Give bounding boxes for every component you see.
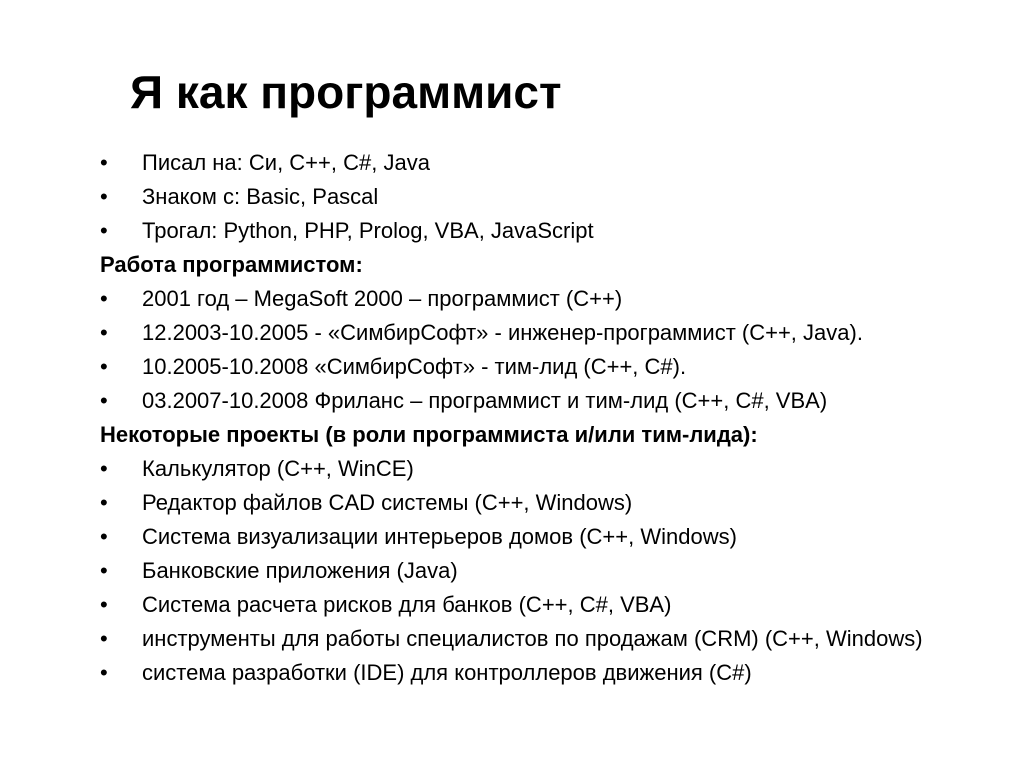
bullet-icon: • (100, 490, 108, 515)
project-text: Система визуализации интерьеров домов (C++, Windows) (142, 524, 737, 549)
skill-item-2 (100, 180, 1000, 214)
project-item-3 (100, 520, 1000, 554)
skill-text: Трогал: Python, PHP, Prolog, VBA, JavaScript (142, 218, 594, 243)
bullet-icon: • (100, 626, 108, 651)
bullet-icon: • (100, 456, 108, 481)
work-text: 10.2005-10.2008 «СимбирСофт» - тим-лид (C++, C#). (142, 354, 687, 379)
work-item-3 (100, 350, 1000, 384)
work-item-1 (100, 282, 1000, 316)
bullet-icon: • (100, 184, 108, 209)
work-heading: Работа программистом: (100, 252, 363, 277)
work-text: 03.2007-10.2008 Фриланс – программист и тим-лид (C++, C#, VBA) (142, 388, 828, 413)
skill-item-1 (100, 146, 1000, 180)
project-item-6 (100, 622, 962, 656)
work-item-4 (100, 384, 1000, 418)
bullet-icon: • (100, 218, 108, 243)
bullet-icon: • (100, 524, 108, 549)
skill-text: Писал на: Си, C++, C#, Java (142, 150, 430, 175)
project-item-7 (100, 656, 1000, 690)
project-text: Калькулятор (C++, WinCE) (142, 456, 414, 481)
project-item-2 (100, 486, 1000, 520)
project-text: Система расчета рисков для банков (C++, C#, VBA) (142, 592, 672, 617)
project-text: Редактор файлов CAD системы (C++, Windows) (142, 490, 633, 515)
slide-title: Я как программист (130, 66, 562, 118)
bullet-icon: • (100, 592, 108, 617)
project-item-4 (100, 554, 1000, 588)
bullet-icon: • (100, 150, 108, 175)
work-text: 12.2003-10.2005 - «СимбирСофт» - инженер-программист (C++, Java). (142, 320, 863, 345)
bullet-icon: • (100, 660, 108, 685)
projects-heading: Некоторые проекты (в роли программиста и/или тим-лида): (100, 422, 758, 447)
skill-item-3 (100, 214, 1000, 248)
project-text: система разработки (IDE) для контроллеров движения (C#) (142, 660, 752, 685)
skill-text: Знаком с: Basic, Pascal (142, 184, 379, 209)
work-item-2 (100, 316, 1000, 350)
project-item-5 (100, 588, 1000, 622)
bullet-icon: • (100, 320, 108, 345)
project-text: инструменты для работы специалистов по продажам (CRM) (C++, Windows) (142, 626, 923, 651)
project-item-1 (100, 452, 1000, 486)
bullet-icon: • (100, 354, 108, 379)
work-text: 2001 год – MegaSoft 2000 – программист (C++) (142, 286, 623, 311)
project-text: Банковские приложения (Java) (142, 558, 458, 583)
slide-content (100, 146, 1000, 690)
bullet-icon: • (100, 558, 108, 583)
bullet-icon: • (100, 388, 108, 413)
bullet-icon: • (100, 286, 108, 311)
